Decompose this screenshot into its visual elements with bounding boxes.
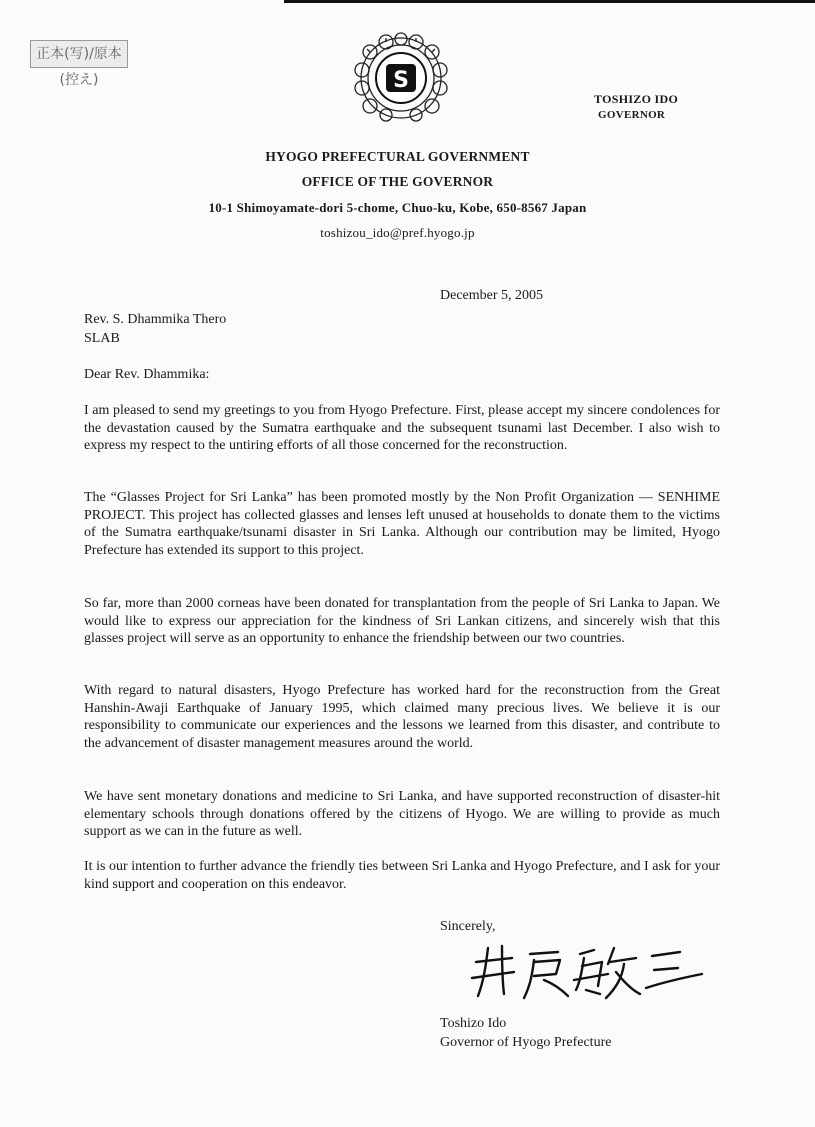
handwritten-signature	[468, 940, 704, 1002]
letterhead-email: toshizou_ido@pref.hyogo.jp	[320, 225, 475, 240]
governor-title: GOVERNOR	[598, 109, 666, 121]
governor-name: TOSHIZO IDO	[594, 92, 679, 106]
closing: Sincerely,	[440, 919, 496, 934]
letterhead-office: OFFICE OF THE GOVERNOR	[301, 174, 494, 189]
recipient-org: SLAB	[84, 331, 120, 346]
prefecture-seal-icon	[348, 30, 454, 126]
file-stamp: 正本(写)/原本(控え)	[30, 40, 128, 68]
letterhead-government: HYOGO PREFECTURAL GOVERNMENT	[265, 149, 530, 164]
body-paragraph-6: It is our intention to further advance the friendly ties between Sri Lanka and Hyogo Prefecture, and I ask for your kind support and cooperation on this endeavor.	[84, 859, 720, 892]
body-paragraph-3: So far, more than 2000 corneas have been donated for transplantation from the people of Sri Lanka to Japan. We would like to express our appreciation for the kindness of Sri Lankan citizens, and sincerely wish that this glasses project will serve as an opportunity to enhance the friendship between our two countries.	[84, 596, 720, 647]
signer-name: Toshizo Ido	[440, 1016, 507, 1031]
svg-text:S: S	[393, 68, 409, 93]
body-paragraph-5: We have sent monetary donations and medicine to Sri Lanka, and have supported reconstruction of disaster-hit elementary schools through donations offered by the citizens of Hyogo. We are willing to provide as much support as we can in the future as well.	[84, 789, 720, 840]
recipient-name: Rev. S. Dhammika Thero	[84, 312, 227, 327]
body-paragraph-2: The “Glasses Project for Sri Lanka” has been promoted mostly by the Non Profit Organization — SENHIME PROJECT. This project has collected glasses and lenses left unused at households to donate them to the victims of the Sumatra earthquake/tsunami disaster in Sri Lanka. Although our contribution may be limited, Hyogo Prefecture has extended its support to this project.	[84, 490, 720, 558]
letterhead-address: 10-1 Shimoyamate-dori 5-chome, Chuo-ku, Kobe, 650-8567 Japan	[208, 200, 587, 215]
salutation: Dear Rev. Dhammika:	[84, 367, 210, 382]
letter-date: December 5, 2005	[440, 288, 544, 303]
body-paragraph-4: With regard to natural disasters, Hyogo Prefecture has worked hard for the reconstruction from the Great Hanshin-Awaji Earthquake of January 1995, which claimed many precious lives. We believe it is our responsibility to communicate our experiences and the lessons we learned from this disaster, and contribute to the advancement of disaster management measures around the world.	[84, 683, 720, 751]
top-border-line	[284, 0, 815, 3]
signer-title: Governor of Hyogo Prefecture	[440, 1035, 612, 1050]
body-paragraph-1: I am pleased to send my greetings to you from Hyogo Prefecture. First, please accept my sincere condolences for the devastation caused by the Sumatra earthquake and the subsequent tsunami last December. I also wish to express my respect to the untiring efforts of all those concerned for the reconstruction.	[84, 403, 720, 454]
